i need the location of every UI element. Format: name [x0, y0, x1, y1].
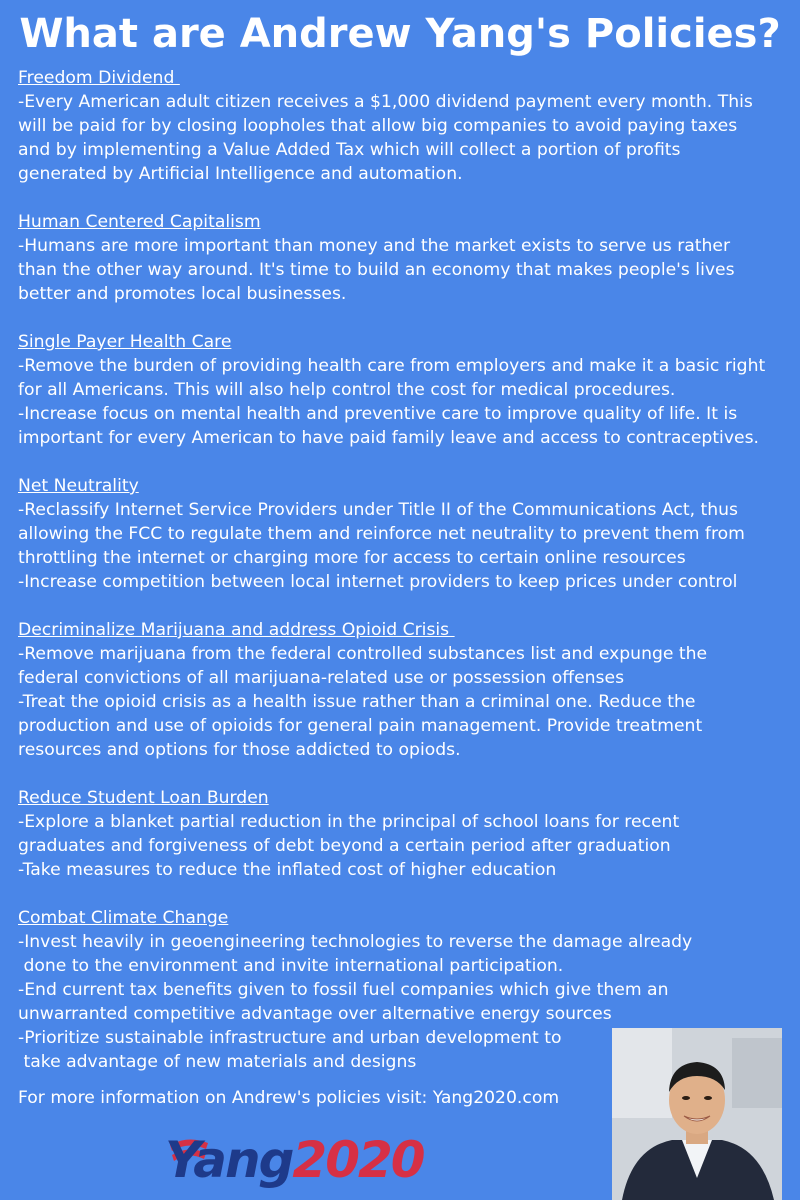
section-line: -Increase focus on mental health and preventive care to improve quality of life. It is	[18, 404, 738, 424]
section-line: throttling the internet or charging more for access to certain online resources	[18, 548, 686, 568]
section-line: federal convictions of all marijuana-related use or possession offenses	[18, 668, 625, 688]
more-info-text: For more information on Andrew's policies visit: Yang2020.com	[18, 1088, 560, 1108]
section-human-centered-capitalism	[18, 210, 792, 306]
section-line: allowing the FCC to regulate them and reinforce net neutrality to prevent them from	[18, 524, 745, 544]
section-line: -Humans are more important than money and the market exists to serve us rather	[18, 236, 731, 256]
section-line: and by implementing a Value Added Tax which will collect a portion of profits	[18, 140, 681, 160]
candidate-photo	[612, 1028, 782, 1200]
section-line: -Explore a blanket partial reduction in the principal of school loans for recent	[18, 812, 680, 832]
section-line: -Remove the burden of providing health care from employers and make it a basic right	[18, 356, 766, 376]
section-line: done to the environment and invite international participation.	[18, 956, 564, 976]
section-title: Single Payer Health Care	[18, 332, 232, 352]
section-freedom-dividend	[18, 66, 792, 186]
section-line: will be paid for by closing loopholes that allow big companies to avoid paying taxes	[18, 116, 738, 136]
section-line: than the other way around. It's time to build an economy that makes people's lives	[18, 260, 735, 280]
section-line: -Increase competition between local internet providers to keep prices under control	[18, 572, 738, 592]
section-title: Human Centered Capitalism	[18, 212, 261, 232]
section-title: Reduce Student Loan Burden	[18, 788, 269, 808]
section-student-loan	[18, 786, 792, 882]
section-line: take advantage of new materials and designs	[18, 1052, 417, 1072]
section-line: -Treat the opioid crisis as a health issue rather than a criminal one. Reduce the	[18, 692, 696, 712]
logo-year-text: 2020	[292, 1131, 424, 1189]
page-title: What are Andrew Yang's Policies?	[19, 11, 781, 57]
section-title: Decriminalize Marijuana and address Opioid Crisis	[18, 620, 455, 640]
section-line: -Invest heavily in geoengineering technologies to reverse the damage already	[18, 932, 693, 952]
policy-list	[18, 66, 792, 1098]
section-net-neutrality	[18, 474, 792, 594]
section-marijuana-opioid	[18, 618, 792, 762]
section-line: graduates and forgiveness of debt beyond a certain period after graduation	[18, 836, 671, 856]
section-line: production and use of opioids for general pain management. Provide treatment	[18, 716, 703, 736]
section-line: -Remove marijuana from the federal controlled substances list and expunge the	[18, 644, 708, 664]
section-line: for all Americans. This will also help control the cost for medical procedures.	[18, 380, 676, 400]
section-title: Combat Climate Change	[18, 908, 229, 928]
section-line: resources and options for those addicted to opiods.	[18, 740, 461, 760]
section-line: important for every American to have paid family leave and access to contraceptives.	[18, 428, 760, 448]
section-line: -Reclassify Internet Service Providers under Title II of the Communications Act, thus	[18, 500, 738, 520]
section-title: Freedom Dividend	[18, 68, 180, 88]
section-line: better and promotes local businesses.	[18, 284, 347, 304]
logo-yang-text: Yang	[165, 1131, 293, 1189]
section-line: generated by Artificial Intelligence and automation.	[18, 164, 463, 184]
yang2020-logo	[165, 1130, 424, 1190]
portrait-image	[612, 1028, 782, 1200]
section-line: -Take measures to reduce the inflated cost of higher education	[18, 860, 557, 880]
section-line: -Prioritize sustainable infrastructure and urban development to	[18, 1028, 562, 1048]
section-title: Net Neutrality	[18, 476, 139, 496]
section-line: unwarranted competitive advantage over alternative energy sources	[18, 1004, 612, 1024]
section-line: -End current tax benefits given to fossil fuel companies which give them an	[18, 980, 669, 1000]
section-single-payer-health-care	[18, 330, 792, 450]
section-line: -Every American adult citizen receives a $1,000 dividend payment every month. This	[18, 92, 753, 112]
